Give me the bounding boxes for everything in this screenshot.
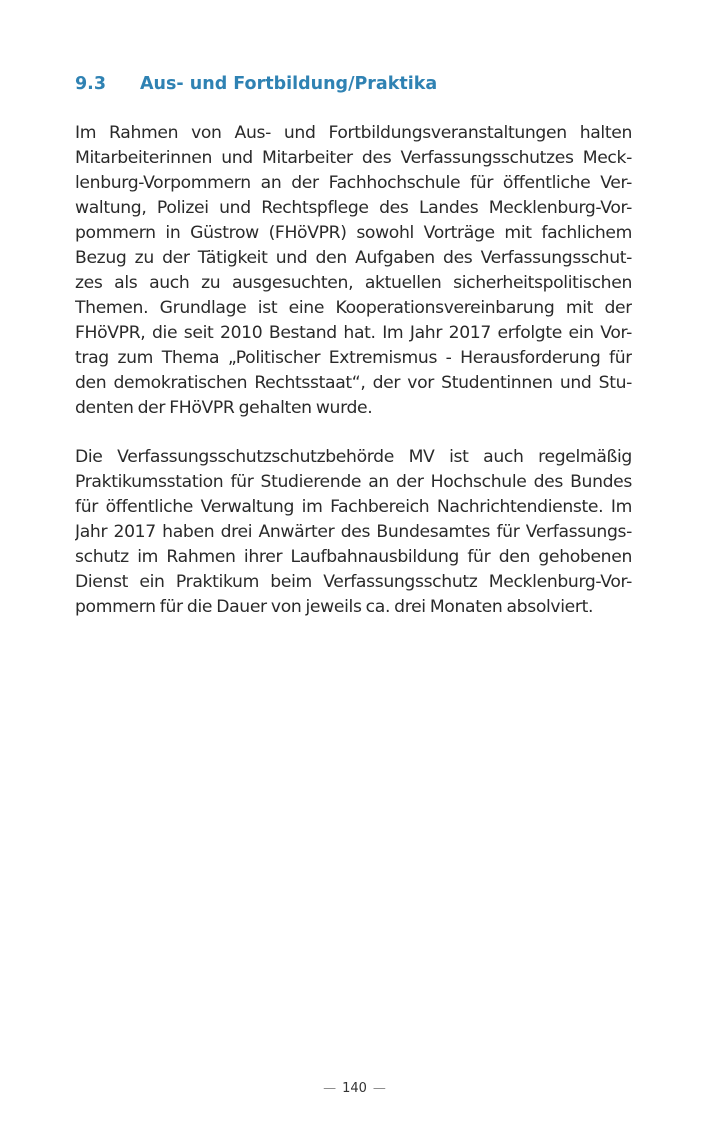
paragraph-line: Bezug zu der Tätigkeit und den Aufgaben des Verfassungsschut- [75, 248, 632, 268]
page-content [75, 72, 632, 644]
paragraph-line: pommern für die Dauer von jeweils ca. drei Monaten absolviert. [75, 597, 594, 617]
section-number: 9.3 [75, 74, 107, 94]
paragraph-line: trag zum Thema „Politischer Extremismus - Herausforderung für [75, 348, 632, 368]
paragraph-line: Dienst ein Praktikum beim Verfassungsschutz Mecklenburg-Vor- [75, 572, 632, 592]
paragraph-line: Die Verfassungsschutzschutzbehörde MV ist auch regelmäßig [75, 447, 632, 467]
paragraph-line: Mitarbeiterinnen und Mitarbeiter des Verfassungsschutzes Meck- [75, 148, 632, 168]
paragraph-line: für öffentliche Verwaltung im Fachbereich Nachrichtendienste. Im [75, 497, 632, 517]
paragraph-line: Jahr 2017 haben drei Anwärter des Bundesamtes für Verfassungs- [75, 522, 632, 542]
paragraph-line: pommern in Güstrow (FHöVPR) sowohl Vorträge mit fachlichem [75, 223, 632, 243]
paragraph-line: zes als auch zu ausgesuchten, aktuellen sicherheitspolitischen [75, 273, 632, 293]
footer-dash-right: — [372, 1081, 386, 1096]
page-number: 140 [342, 1081, 367, 1096]
paragraph-line: schutz im Rahmen ihrer Laufbahnausbildung für den gehobenen [75, 547, 632, 567]
paragraph-2 [75, 445, 632, 620]
paragraph-line: waltung, Polizei und Rechtspflege des Landes Mecklenburg-Vor- [75, 198, 632, 218]
footer-dash-left: — [323, 1081, 337, 1096]
paragraph-line: FHöVPR, die seit 2010 Bestand hat. Im Jahr 2017 erfolgte ein Vor- [75, 323, 632, 343]
paragraph-line: Themen. Grundlage ist eine Kooperationsvereinbarung mit der [75, 298, 632, 318]
paragraph-line: den demokratischen Rechtsstaat“, der vor Studentinnen und Stu- [75, 373, 632, 393]
paragraph-1 [75, 121, 632, 421]
paragraph-line: denten der FHöVPR gehalten wurde. [75, 398, 373, 418]
paragraph-line: Im Rahmen von Aus- und Fortbildungsveranstaltungen halten [75, 123, 632, 143]
section-heading [75, 72, 632, 96]
page-footer [0, 1080, 709, 1098]
paragraph-line: lenburg-Vorpommern an der Fachhochschule für öffentliche Ver- [75, 173, 632, 193]
paragraph-line: Praktikumsstation für Studierende an der Hochschule des Bundes [75, 472, 632, 492]
section-title: Aus- und Fortbildung/Praktika [140, 74, 438, 94]
